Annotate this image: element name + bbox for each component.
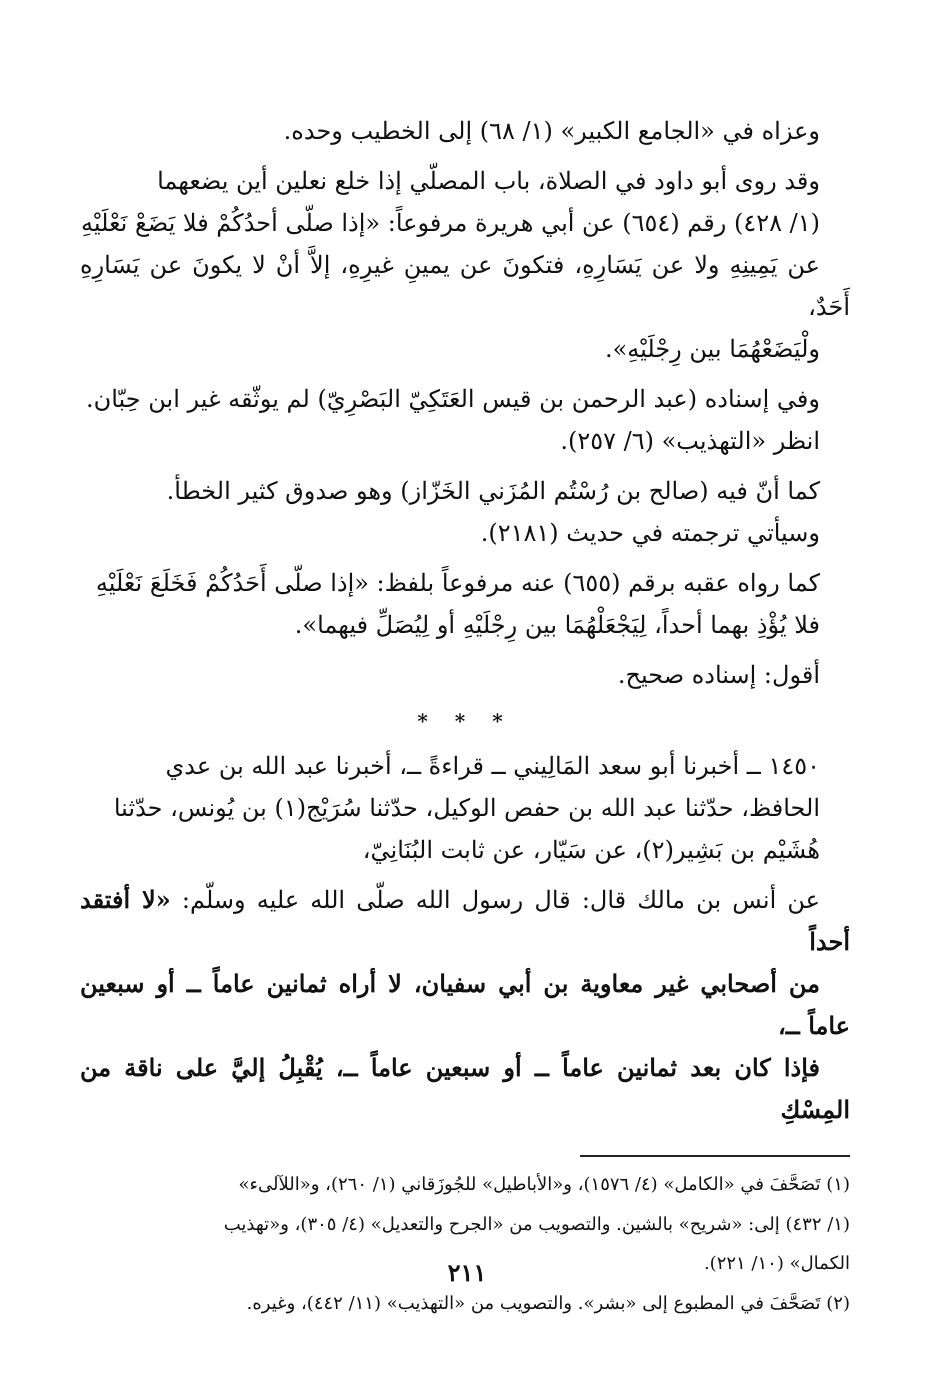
- paragraph-5: [80, 562, 850, 646]
- footnote-line: (١/ ٤٣٢) إلى: «شريح» بالشين. والتصويب من «الجرح والتعديل» (٤/ ٣٠٥)، و«تهذيب: [223, 1213, 850, 1235]
- text-line: الحافظ، حدّثنا عبد الله بن حفص الوكيل، حدّثنا سُرَيْج(١) بن يُونس، حدّثنا: [113, 794, 820, 822]
- text-line: فلا يُؤْذِ بهما أحداً، لِيَجْعَلْهُمَا بين رِجْلَيْهِ أو لِيُصَلِّ فيهما».: [294, 611, 820, 639]
- paragraph-6: [80, 654, 850, 696]
- text-line: انظر «التهذيب» (٦/ ٢٥٧).: [560, 427, 820, 455]
- paragraph-3: [80, 378, 850, 462]
- text-line: وسيأتي ترجمته في حديث (٢١٨١).: [480, 519, 820, 547]
- text-line: وعزاه في «الجامع الكبير» (١/ ٦٨) إلى الخطيب وحده.: [283, 117, 820, 145]
- text-line: من أصحابي غير معاوية بن أبي سفيان، لا أراه ثمانين عاماً ــ أو سبعين عاماً ــ،: [80, 969, 850, 1040]
- hadith-isnad: [80, 745, 850, 871]
- paragraph-1: [80, 110, 850, 152]
- text-line: كما أنّ فيه (صالح بن رُسْتُم المُزَني الخَزّاز) وهو صدوق كثير الخطأ.: [166, 477, 820, 505]
- hadith-matn: [80, 879, 850, 1131]
- footnote-divider: [580, 1155, 850, 1157]
- page-number: ٢١١: [447, 1258, 487, 1287]
- text-line: (١/ ٤٢٨) رقم (٦٥٤) عن أبي هريرة مرفوعاً: «إذا صلّى أحدُكُمْ فلا يَضَعْ نَعْلَيْهِ: [81, 209, 820, 237]
- footnote-line: (٢) تَصَحَّفَ في المطبوع إلى «بشر». والتصويب من «التهذيب» (١١/ ٤٤٢)، وغيره.: [246, 1292, 850, 1314]
- text-line: عن يَمِينِهِ ولا عن يَسَارِهِ، فتكونَ عن يمينِ غيرِهِ، إلاَّ أنْ لا يكونَ عن يَسَارِهِ أَحَدٌ،: [80, 251, 850, 321]
- text-line: فإذا كان بعد ثمانين عاماً ــ أو سبعين عاماً ــ، يُقْبِلُ إليَّ على ناقة من المِسْكِ: [80, 1053, 850, 1124]
- section-separator: * * *: [417, 709, 513, 733]
- text-line: ولْيَضَعْهُمَا بين رِجْلَيْهِ».: [604, 335, 820, 363]
- footnotes: [80, 1169, 850, 1319]
- matn-bold-start: «لا أفتقد أحداً: [80, 885, 850, 956]
- text-line: هُشَيْم بن بَشِير(٢)، عن سَيّار، عن ثابت البُنَانِيّ،: [362, 836, 820, 864]
- paragraph-4: [80, 470, 850, 554]
- matn-intro: عن أنس بن مالك قال: قال رسول الله صلّى الله عليه وسلّم:: [170, 886, 821, 914]
- text-line: كما رواه عقبه برقم (٦٥٥) عنه مرفوعاً بلفظ: «إذا صلّى أَحَدُكُمْ فَخَلَعَ نَعْلَيْهِ: [95, 569, 820, 597]
- paragraph-2: [80, 160, 850, 370]
- page-content: [80, 110, 850, 1327]
- text-line: أقول: إسناده صحيح.: [617, 661, 820, 689]
- main-text: [80, 110, 850, 1131]
- text-line: وقد روى أبو داود في الصلاة، باب المصلّي إذا خلع نعلين أين يضعهما: [157, 167, 820, 195]
- text-line: ١٤٥٠ ــ أخبرنا أبو سعد المَالِيني ــ قراءةً ــ، أخبرنا عبد الله بن عدي: [165, 752, 820, 780]
- footnote-line: الكمال» (١٠/ ٢٢١).: [703, 1253, 850, 1274]
- text-line: [80, 879, 850, 963]
- footnote-line: (١) تَصَحَّفَ في «الكامل» (٤/ ١٥٧٦)، و«الأباطيل» للجُوزَقاني (١/ ٢٦٠)، و«اللآلىء»: [238, 1174, 850, 1195]
- text-line: وفي إسناده (عبد الرحمن بن قيس العَتَكِيّ البَصْرِيّ) لم يوثّقه غير ابن حِبّان.: [85, 385, 820, 413]
